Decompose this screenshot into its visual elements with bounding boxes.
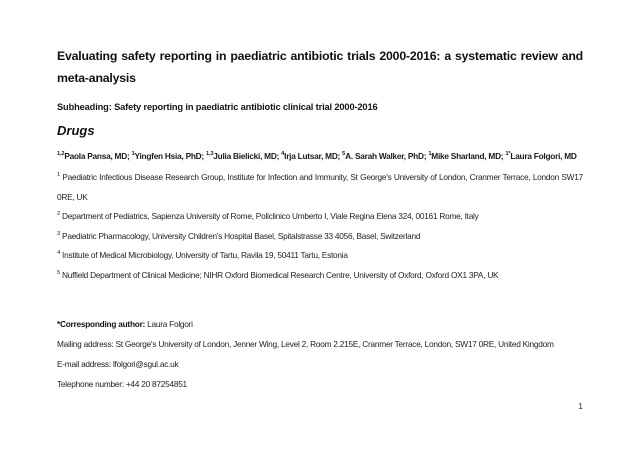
author-superscript: 5 — [342, 151, 346, 158]
affiliation-superscript: 4 — [57, 250, 60, 257]
affiliation-item: $^1$ Paediatric Infectious Disease Research Group, Institute for Infection and Immunity, St George's University of London, Cranmer Terrace, London SW17 0RE, UK — [57, 172, 583, 202]
affiliation-superscript: 2 — [57, 211, 60, 218]
paper-subheading: Subheading: Safety reporting in paediatric antibiotic clinical trial 2000-2016 — [57, 102, 378, 112]
affiliation-superscript: 3 — [57, 230, 60, 237]
page-number: 1 — [578, 401, 583, 411]
affiliation-superscript: 5 — [57, 269, 60, 276]
corresponding-author-label: *Corresponding author: — [57, 319, 146, 329]
author-superscript: 1 — [131, 151, 135, 158]
author-superscript: 1 — [428, 151, 432, 158]
author-superscript: 1,3 — [205, 151, 214, 158]
contact-block — [57, 314, 583, 394]
email-line: E-mail address: lfolgori@sgul.ac.uk — [57, 359, 179, 369]
corresponding-author-name: Laura Folgori — [145, 319, 193, 329]
mailing-address-line: Mailing address: St George's University of London, Jenner Wing, Level 2, Room 2.215E, Cranmer Terrace, London, SW17 0RE, United Kingdom — [57, 339, 554, 349]
affiliation-superscript: 1 — [57, 172, 60, 179]
author-superscript: 1,2 — [57, 151, 65, 158]
section-heading-drugs: Drugs — [57, 123, 95, 138]
affiliation-list — [57, 168, 583, 285]
affiliation-item: $^4$ Institute of Medical Microbiology, University of Tartu, Ravila 19, 50411 Tartu, Estonia — [57, 250, 348, 260]
affiliation-item: $^5$ Nuffield Department of Clinical Medicine; NIHR Oxford Biomedical Research Centre, University of Oxford, Oxford OX1 3PA, UK — [57, 269, 499, 280]
telephone-line: Telephone number: +44 20 87254851 — [57, 379, 187, 389]
author-superscript: 1* — [505, 151, 511, 158]
paper-title: Evaluating safety reporting in paediatric antibiotic trials 2000-2016: a systematic review and meta-analysis — [57, 49, 583, 85]
corresponding-author-line — [57, 314, 583, 334]
affiliation-item: $^2$ Department of Pediatrics, Sapienza University of Rome, Policlinico Umberto I, Viale Regina Elena 324, 00161 Rome, Italy — [57, 211, 479, 221]
author-superscript: 4 — [281, 151, 285, 158]
affiliation-item: $^3$ Paediatric Pharmacology, University Children's Hospital Basel, Spitalstrasse 33 4056, Basel, Switzerland — [57, 230, 421, 241]
author-line: $^{1,2}$Paola Pansa, MD; $^1$Yingfen Hsia, PhD; $^{1,3}$Julia Bielicki, MD; $^4$Irja Lutsar, MD; $^5$A. Sarah Walker, PhD; $^1$Mike Sharland, MD; $^{1*}$Laura Folgori, MD — [57, 151, 577, 161]
